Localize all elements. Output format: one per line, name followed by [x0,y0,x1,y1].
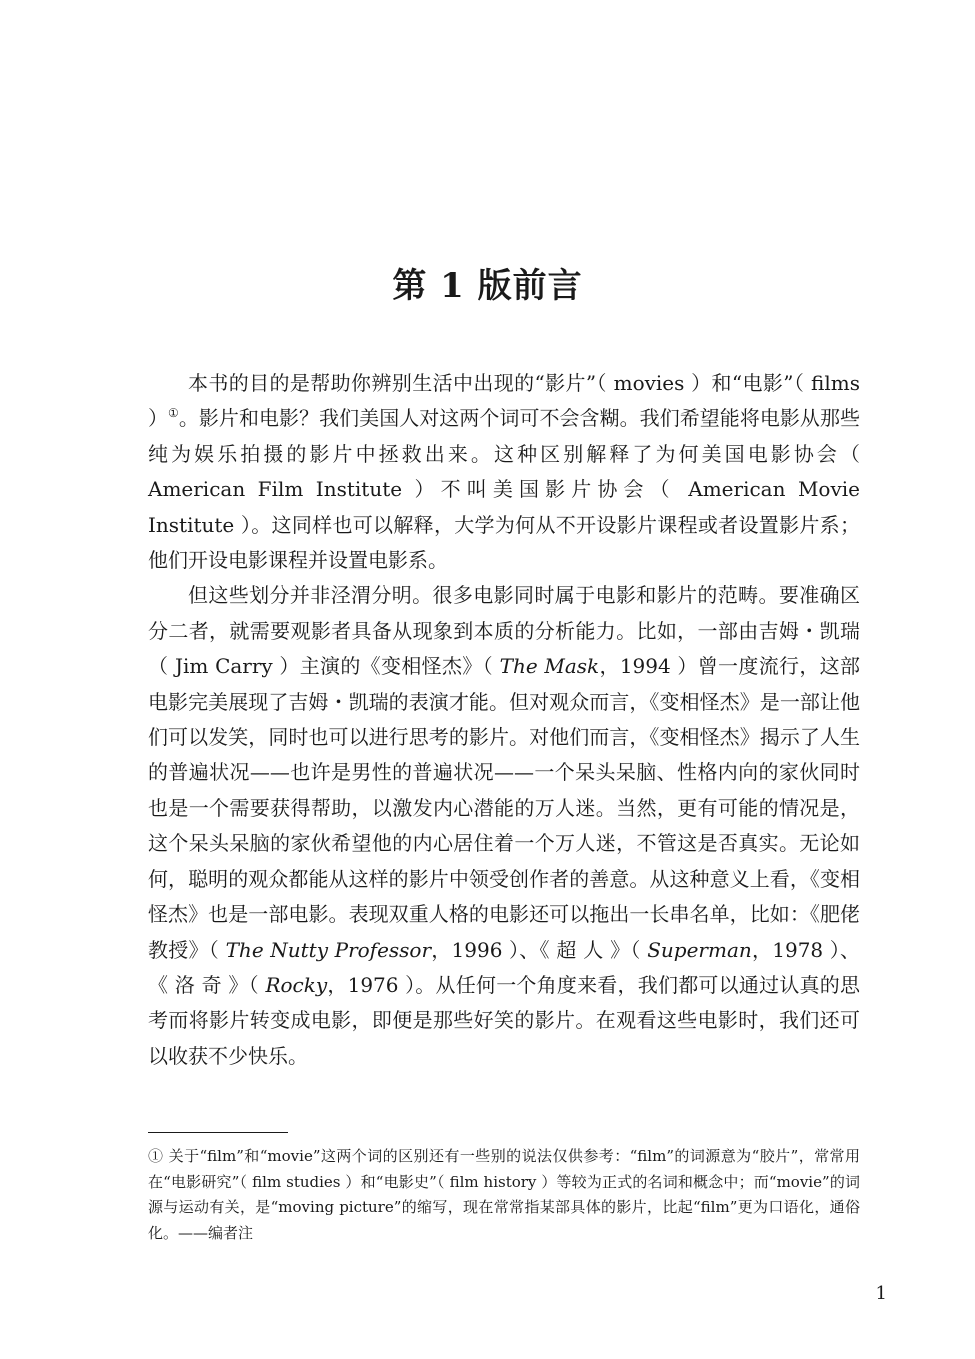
film-title-superman: Superman [647,937,752,962]
paragraph-1 [148,366,860,578]
paragraph-2-text-2: ，1994 ）曾一度流行，这部电影完美展现了吉姆・凯瑞的表演才能。但对观众而言，《变相怪杰》是一部让他们可以发笑，同时也可以进行思考的影片。对他们而言，《变相怪杰》揭示了人生的普遍状况——也许是男性的普遍状况——一个呆头呆脑、性格内向的家伙同时也是一个需要获得帮助，以激发内心潜能的万人迷。当然，更有可能的情况是，这个呆头呆脑的家伙希望他的内心居住着一个万人迷，不管这是否真实。无论如何，聪明的观众都能从这样的影片中领受创作者的善意。从这种意义上看，《变相怪杰》也是一部电影。表现双重人格的电影还可以拖出一长串名单，比如：《肥佬教授》（ [148,654,860,962]
film-title-the-mask: The Mask [499,654,600,679]
footnote: ① 关于“film”和“movie”这两个词的区别还有一些别的说法仅供参考：“film”的词源意为“胶片”，常常用在“电影研究”（ film studies ）和“电影史”（ film history ）等较为正式的名词和概念中；而“movie”的词源与运动有关，是“moving picture”的缩写，现在常常指某部具体的影片，比起“film”更为口语化，通俗化。——编者注 [148,1147,860,1242]
paragraph-2-text-1: 但这些划分并非泾渭分明。很多电影同时属于电影和影片的范畴。要准确区分二者，就需要观影者具备从现象到本质的分析能力。比如，一部由吉姆・凯瑞（ Jim Carry ）主演的《变相怪杰》（ [148,583,860,679]
page-number: 1 [875,1283,887,1304]
page-title: 第 1 版前言 [392,265,583,306]
paragraph-2-text-3: ，1996 ）、《 超 人 》（ [431,937,648,962]
paragraph-2-text-4: ，1978 ）、《 洛 奇 》（ [148,937,861,997]
film-title-rocky: Rocky [265,972,328,997]
preface-body [148,366,860,1074]
footnote-reference-marker[interactable]: ① [168,406,179,421]
paragraph-2-text-5: ，1976 ）。从任何一个角度来看，我们都可以通过认真的思考而将影片转变成电影，即便是那些好笑的影片。在观看这些电影时，我们还可以收获不少快乐。 [148,972,860,1068]
film-title-the-nutty-professor: The Nutty Professor [225,937,432,962]
paragraph-1-text-a: 本书的目的是帮助你辨别生活中出现的“影片”（ movies ）和“电影”（ films ） [148,371,860,431]
paragraph-1-text-b: 。影片和电影？我们美国人对这两个词可不会含糊。我们希望能将电影从那些纯为娱乐拍摄的影片中拯救出来。这种区别解释了为何美国电影协会（ American Film Institute ）不叫美国影片协会（ American Movie Institute ）。这同样也可以解释，大学为何从不开设影片课程或者设置影片系；他们开设电影课程并设置电影系。 [148,406,861,573]
footnote-divider [148,1132,288,1133]
paragraph-2 [148,578,860,1074]
